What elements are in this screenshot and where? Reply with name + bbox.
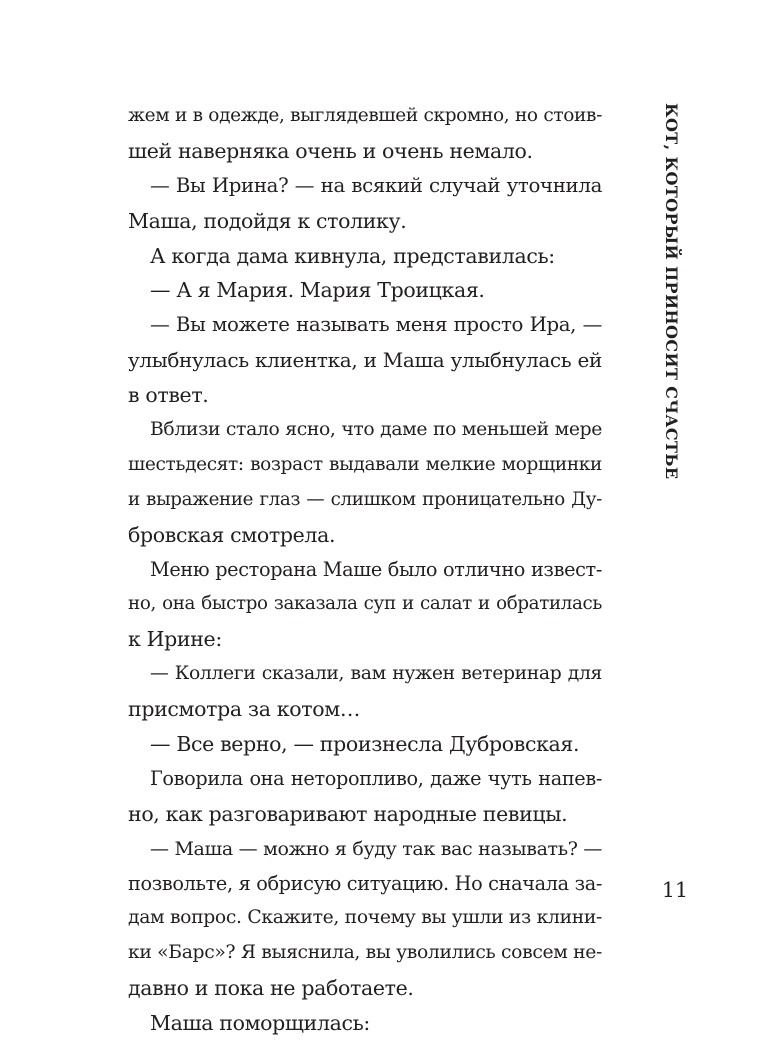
text-line: и выражение глаз — слишком проницательно Ду- — [128, 488, 602, 510]
text-line: — Вы Ирина? — на всякий случай уточнила — [150, 173, 602, 197]
text-line: бровская смотрела. — [128, 522, 336, 547]
text-line: присмотра за котом… — [128, 697, 360, 722]
text-line: дам вопрос. Скажите, почему вы ушли из клини- — [128, 907, 602, 929]
text-line: Маша поморщилась: — [150, 1011, 370, 1036]
text-line: Вблизи стало ясно, что даме по меньшей мере — [150, 419, 602, 441]
text-line: ки «Барс»? Я выяснила, вы уволились совсем не- — [128, 942, 602, 964]
text-line: шей наверняка очень и очень немало. — [128, 138, 533, 163]
text-line: Меню ресторана Маше было отлично извест- — [150, 557, 602, 581]
text-line: — Все верно, — произнесла Дубровская. — [150, 732, 580, 757]
text-line: — А я Мария. Мария Троицкая. — [150, 278, 485, 303]
text-line: — Маша — можно я буду так вас называть? — — [150, 837, 602, 860]
text-line: давно и пока не работаете. — [128, 976, 414, 1001]
text-line: улыбнулась клиентка, и Маша улыбнулась ей — [128, 348, 602, 373]
text-line: — Вы можете называть меня просто Ира, — — [150, 313, 602, 337]
text-line: шестьдесят: возраст выдавали мелкие морщинки — [128, 453, 602, 475]
text-line: к Ирине: — [128, 627, 222, 652]
text-line: жем и в одежде, выглядевшей скромно, но стоив- — [128, 105, 602, 126]
text-line: но, она быстро заказала суп и салат и обратилась — [128, 593, 602, 615]
running-head — [662, 103, 686, 480]
running-head-text: КОТ, КОТОРЫЙ ПРИНОСИТ СЧАСТЬЕ — [662, 103, 681, 480]
text-line: Говорила она неторопливо, даже чуть напев- — [150, 766, 602, 790]
text-line: но, как разговаривают народные певицы. — [128, 801, 568, 826]
body-text — [128, 99, 602, 1041]
text-line: — Коллеги сказали, вам нужен ветеринар для — [150, 663, 602, 685]
page-number: 11 — [661, 878, 688, 902]
text-line: в ответ. — [128, 383, 209, 408]
text-line: позвольте, я обрисую ситуацию. Но сначала за- — [128, 871, 602, 895]
text-line: А когда дама кивнула, представилась: — [150, 243, 555, 268]
text-line: Маша, подойдя к столику. — [128, 208, 407, 233]
